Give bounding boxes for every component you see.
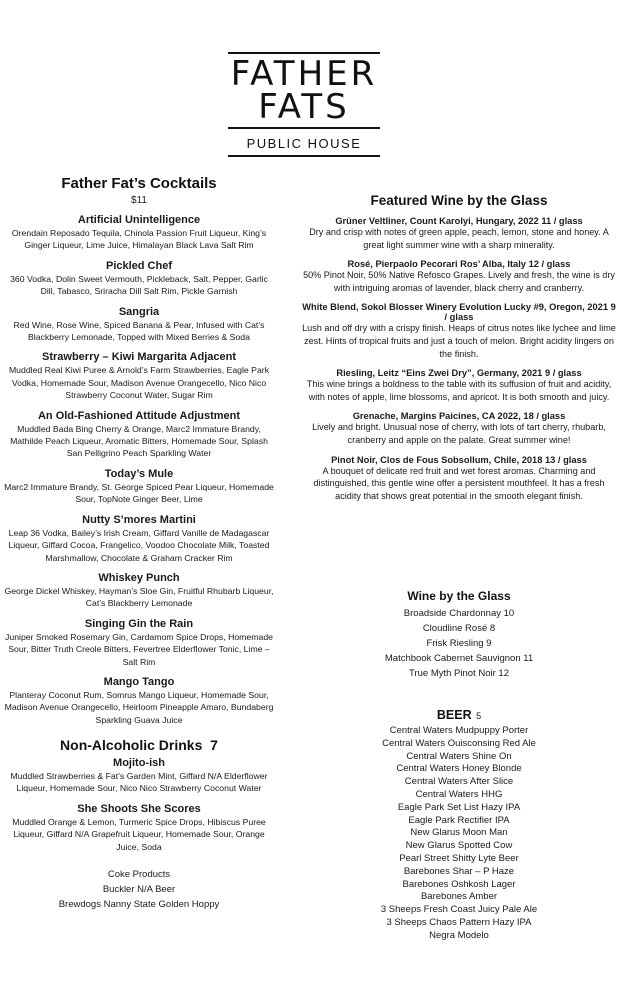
wine-by-glass-item xyxy=(300,636,618,651)
non-alcoholic-extra: Buckler N/A Beer xyxy=(102,884,176,896)
cocktail-description: Leap 36 Vodka, Bailey’s Irish Cream, Giffard Vanille de Madagascar Liqueur, Giffard Cocoa, Frangelico, Voodoo Chocolate Milk, Toasted Marshmallow, Chocolate & Graham Cracker Rim xyxy=(8,527,270,563)
featured-wine-price: 13 / glass xyxy=(545,454,587,465)
logo-bottom-rule xyxy=(228,127,380,129)
cocktail-description: Orendain Reposado Tequila, Chinola Passion Fruit Liqueur, King’s Ginger Liqueur, Lime Juice, Himalayan Black Lava Salt Rim xyxy=(11,228,267,251)
beer-item: New Glarus Spotted Cow xyxy=(405,840,513,852)
beer-item: Barebones Amber xyxy=(420,891,498,903)
featured-wine-name: Pinot Noir, Clos de Fous Sobsollum, Chile, 2018 xyxy=(331,454,543,465)
cocktail-item xyxy=(0,618,278,668)
featured-wine-name: Rosé, Pierpaolo Pecorari Ros’ Alba, Italy xyxy=(347,259,526,270)
wine-by-glass-item xyxy=(300,606,618,621)
featured-wine-price: 18 / glass xyxy=(523,411,566,422)
featured-wine-heading xyxy=(300,259,618,269)
cocktail-item xyxy=(0,351,278,401)
cocktails-price: $11 xyxy=(131,195,147,206)
featured-wine-heading xyxy=(300,455,618,465)
featured-wine-section xyxy=(300,193,618,502)
beer-item: Central Waters Honey Blonde xyxy=(396,763,522,775)
featured-wine-price: 9 / glass xyxy=(444,302,616,323)
non-alcoholic-extras xyxy=(0,867,278,912)
logo-tagline-rule xyxy=(228,155,380,157)
featured-wine-title: Featured Wine by the Glass xyxy=(370,193,548,208)
wine-by-glass-item xyxy=(300,621,618,636)
featured-wine-item xyxy=(300,259,618,294)
beer-list xyxy=(300,725,618,943)
non-alcoholic-extra: Brewdogs Nanny State Golden Hoppy xyxy=(58,899,220,911)
cocktail-item xyxy=(0,572,278,610)
cocktail-name: Today’s Mule xyxy=(104,467,174,480)
wine-by-glass-name: Frisk Riesling xyxy=(426,638,484,649)
wine-by-glass-title: Wine by the Glass xyxy=(407,589,511,603)
cocktail-description: Planteray Coconut Rum, Somrus Mango Liqueur, Homemade Sour, Madison Avenue Orangecello, Heirloom Pineapple Amaro, Bundaberg Sparkling Guava Juice xyxy=(4,689,274,725)
cocktail-description: 360 Vodka, Dolin Sweet Vermouth, Pickleback, Salt, Pepper, Garlic Dill, Tabasco, Sriracha Dill Salt Rim, Pickle Garnish xyxy=(10,273,268,297)
beer-item: Central Waters Ouisconsing Red Ale xyxy=(382,737,536,749)
cocktail-name: Mango Tango xyxy=(103,675,175,688)
wine-by-glass-name: Broadside Chardonnay xyxy=(403,608,501,619)
cocktail-item xyxy=(0,468,278,506)
featured-wine-name: White Blend, Sokol Blosser Winery Evolution Lucky #9, Oregon, 2021 xyxy=(302,302,608,313)
featured-wine-description: A bouquet of delicate red fruit and wet forest aromas. Charming and distinguished, this gentle wine offer a persistent mouthfeel. It has a fresh acidity that shows great potential in the smooth elegant finish. xyxy=(313,465,605,501)
non-alcoholic-description: Muddled Strawberries & Fat’s Garden Mint, Giffard N/A Elderflower Liqueur, Homemade Sour, Nico Nico Strawberry Coconut Water xyxy=(10,771,268,794)
featured-wine-description: Lush and off dry with a crispy finish. Heaps of citrus notes like lychee and lime zest. Hints of tropical fruits and just a touch of melon. Bright acidity lingers on the finish. xyxy=(302,323,616,359)
featured-wine-heading xyxy=(300,411,618,421)
cocktail-description: Marc2 Immature Brandy, St. George Spiced Pear Liqueur, Homemade Sour, TopNote Ginger Beer, Lime xyxy=(4,481,274,505)
featured-wine-heading xyxy=(300,302,618,322)
featured-wine-price: 11 / glass xyxy=(541,216,583,226)
wine-by-glass-section xyxy=(300,589,618,681)
non-alcoholic-price: 7 xyxy=(210,737,218,753)
cocktail-item xyxy=(0,306,278,344)
non-alcoholic-name: Mojito-ish xyxy=(113,757,165,769)
cocktail-item xyxy=(0,214,278,252)
non-alcoholic-name: She Shoots She Scores xyxy=(77,802,201,815)
wine-by-glass-price: 11 xyxy=(523,653,534,664)
beer-item: New Glarus Moon Man xyxy=(410,827,508,839)
wine-by-glass-name: True Myth Pinot Noir xyxy=(409,668,496,679)
featured-wine-description: Dry and crisp with notes of green apple, peach, lemon, stone and honey. A great light summer wine with a sharp minerality. xyxy=(309,227,609,250)
beer-heading xyxy=(300,706,618,724)
cocktail-item xyxy=(0,260,278,298)
beer-title: BEER xyxy=(436,708,472,722)
featured-wine-item xyxy=(300,216,618,251)
featured-wine-description: 50% Pinot Noir, 50% Native Refosco Grapes. Lively and fresh, the wine is dry with intriguing aromas of lavender, black cherry and cranberry. xyxy=(303,270,615,293)
non-alcoholic-extra: Coke Products xyxy=(107,869,171,881)
featured-wine-description: This wine brings a boldness to the table with its suffusion of fruit and acidity, with notes of apple, lime blossoms, and apricot. It is both smooth and juicy. xyxy=(306,379,612,402)
featured-wine-item xyxy=(300,455,618,503)
cocktail-description: Red Wine, Rose Wine, Spiced Banana & Pear, Infused with Cat’s Blackberry Lemonade, Topped with Mixed Berries & Soda xyxy=(13,319,265,343)
cocktail-item xyxy=(0,514,278,564)
beer-item: 3 Sheeps Chaos Pattern Hazy IPA xyxy=(386,916,532,928)
cocktail-description: Juniper Smoked Rosemary Gin, Cardamom Spice Drops, Homemade Sour, Bitter Truth Creole Bitters, Fevertree Elderflower Tonic, Lime – Salt Rim xyxy=(5,631,273,667)
wine-by-glass-price: 12 xyxy=(498,668,509,679)
wine-by-glass-price: 10 xyxy=(503,608,515,619)
featured-wine-item xyxy=(300,368,618,403)
featured-wine-name: Riesling, Leitz “Eins Zwei Dry”, Germany, 2021 xyxy=(336,368,543,379)
beer-item: Eagle Park Set List Hazy IPA xyxy=(397,801,521,813)
beer-item: Central Waters HHG xyxy=(415,788,503,800)
featured-wine-name: Grenache, Margins Paicines, CA 2022, xyxy=(352,411,521,422)
beer-item: Central Waters After Slice xyxy=(404,776,514,788)
featured-wine-list xyxy=(300,216,618,502)
beer-price: 5 xyxy=(476,711,482,721)
non-alcoholic-item xyxy=(0,803,278,853)
cocktail-description: Muddled Bada Bing Cherry & Orange, Marc2 Immature Brandy, Mathilde Peach Liqueur, Aromatic Bitters, Homemade Sour, Splash San Pelligrino Peach Sparkling Water xyxy=(10,423,268,459)
logo-tagline: PUBLIC HOUSE xyxy=(246,136,362,151)
beer-item: Eagle Park Rectifier IPA xyxy=(408,814,510,826)
non-alcoholic-list xyxy=(0,757,278,853)
beer-item: Barebones Shar – P Haze xyxy=(403,865,515,877)
beer-item: Central Waters Mudpuppy Porter xyxy=(389,725,529,736)
cocktail-name: Artificial Unintelligence xyxy=(77,214,201,226)
wine-by-glass-name: Cloudline Rosé xyxy=(422,623,488,634)
cocktail-name: Whiskey Punch xyxy=(98,571,180,584)
wine-by-glass-name: Matchbook Cabernet Sauvignon xyxy=(384,653,521,664)
wine-by-glass-list xyxy=(300,606,618,681)
beer-item: Negra Modelo xyxy=(429,929,489,941)
logo-line-2: FATS xyxy=(258,87,350,127)
cocktail-name: Pickled Chef xyxy=(105,259,173,272)
cocktail-item xyxy=(0,410,278,460)
cocktail-list xyxy=(0,214,278,726)
cocktail-name: Sangria xyxy=(118,305,160,318)
non-alcoholic-section xyxy=(0,737,278,912)
non-alcoholic-heading xyxy=(0,737,278,753)
cocktail-item xyxy=(0,676,278,726)
featured-wine-price: 9 / glass xyxy=(544,368,582,379)
featured-wine-item xyxy=(300,411,618,446)
logo xyxy=(228,52,380,157)
wine-by-glass-price: 8 xyxy=(489,623,496,634)
featured-wine-name: Grüner Veltliner, Count Karolyi, Hungary, 2022 xyxy=(335,216,539,226)
wine-by-glass-item xyxy=(300,666,618,681)
logo-line-1: FATHER xyxy=(230,54,378,94)
non-alcoholic-title: Non-Alcoholic Drinks xyxy=(60,737,203,753)
beer-item: 3 Sheeps Fresh Coast Juicy Pale Ale xyxy=(380,904,538,916)
cocktails-title: Father Fat’s Cocktails xyxy=(61,175,217,192)
featured-wine-description: Lively and bright. Unusual nose of cherry, with lots of tart cherry, rhubarb, cranberry and apple on the palate. Great summer wine! xyxy=(312,422,606,445)
featured-wine-item xyxy=(300,302,618,360)
cocktail-name: Singing Gin the Rain xyxy=(84,617,194,630)
cocktails-section xyxy=(0,175,278,726)
featured-wine-heading xyxy=(300,368,618,378)
beer-section xyxy=(300,706,618,943)
non-alcoholic-description: Muddled Orange & Lemon, Turmeric Spice Drops, Hibiscus Puree Liqueur, Giffard N/A Grapefruit Liqueur, Homemade Sour, Orange Juice, Soda xyxy=(12,816,266,852)
featured-wine-heading xyxy=(300,216,618,226)
beer-item: Central Waters Shine On xyxy=(406,750,512,762)
cocktail-name: An Old-Fashioned Attitude Adjustment xyxy=(37,409,241,422)
cocktail-name: Nutty S’mores Martini xyxy=(82,513,196,526)
beer-item: Pearl Street Shitty Lyte Beer xyxy=(399,852,519,864)
wine-by-glass-price: 9 xyxy=(486,638,492,649)
cocktail-description: Muddled Real Kiwi Puree & Arnold’s Farm Strawberries, Eagle Park Vodka, Homemade Sour, Madison Avenue Orangecello, Nico Nico Strawberry Coconut Water, Sugar Rim xyxy=(8,365,270,401)
non-alcoholic-item xyxy=(0,757,278,795)
beer-item: Barebones Oshkosh Lager xyxy=(402,878,516,890)
wine-by-glass-item xyxy=(300,651,618,666)
cocktail-name: Strawberry – Kiwi Margarita Adjacent xyxy=(42,351,236,364)
cocktail-description: George Dickel Whiskey, Hayman’s Sloe Gin, Fruitful Rhubarb Liqueur, Cat’s Blackberry Lemonade xyxy=(4,585,274,609)
featured-wine-price: 12 / glass xyxy=(528,259,571,270)
